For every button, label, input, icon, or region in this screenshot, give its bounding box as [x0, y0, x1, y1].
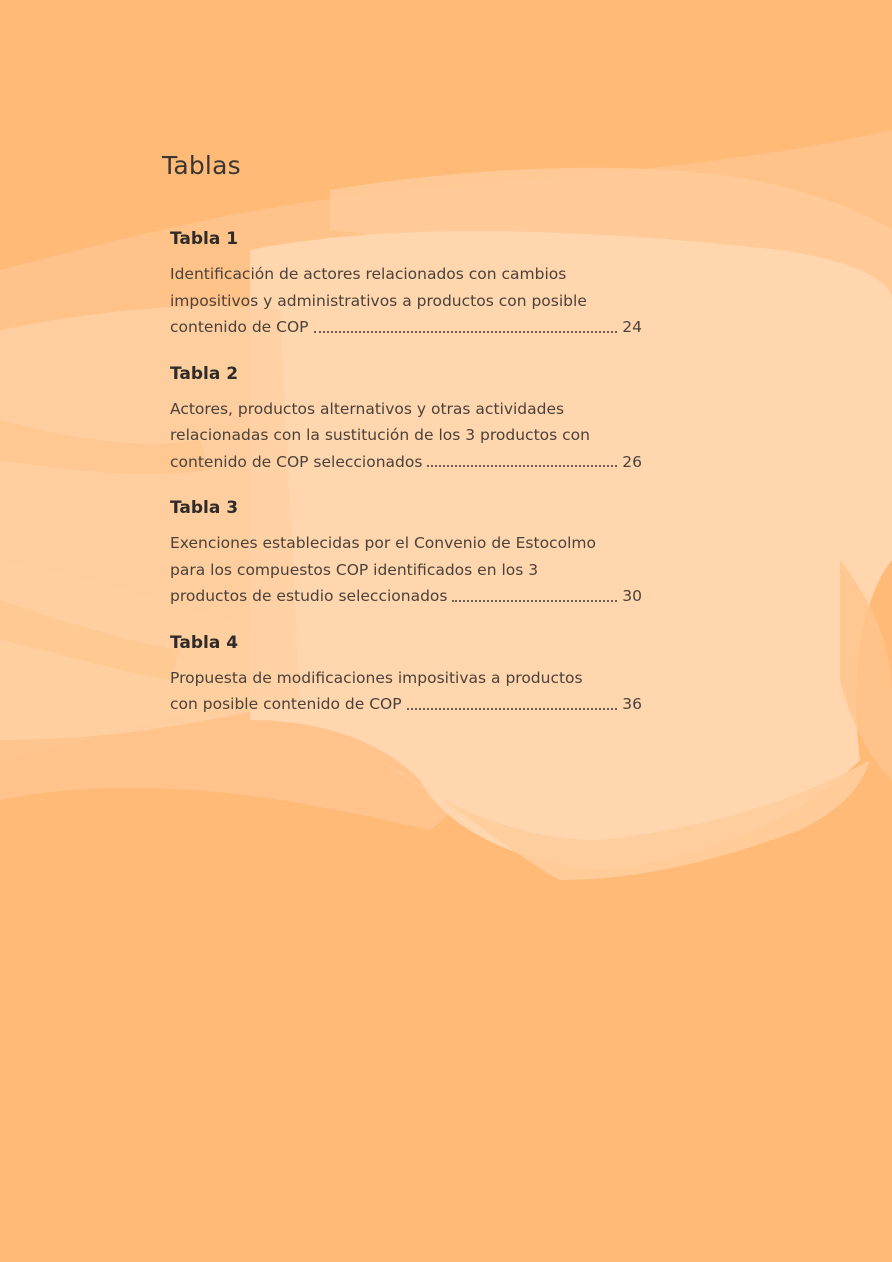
toc-entry-text: contenido de COP	[170, 318, 309, 336]
toc-entry-text: productos de estudio seleccionados	[170, 587, 448, 605]
toc-entry-line	[170, 665, 642, 692]
toc-entry-line	[170, 314, 642, 341]
toc-entry-label: Tabla 4	[170, 632, 239, 653]
dot-leader	[407, 708, 618, 710]
toc-page-number: 36	[622, 695, 642, 713]
toc-entry-label: Tabla 3	[170, 498, 239, 518]
toc-entry[interactable]	[170, 361, 642, 476]
toc-entry-line	[170, 583, 642, 610]
page-title: Tablas	[162, 151, 241, 180]
dot-leader	[452, 600, 617, 602]
toc-entry-text: contenido de COP seleccionados	[170, 452, 423, 471]
toc-entry-label: Tabla 2	[170, 363, 239, 384]
toc-entry-line	[170, 557, 642, 584]
toc-page-number: 26	[622, 452, 642, 471]
toc-entry[interactable]	[170, 226, 642, 341]
toc-entry-text: con posible contenido de COP	[170, 695, 402, 713]
toc-entry[interactable]	[170, 630, 642, 718]
toc-entry-text: Actores, productos alternativos y otras actividades	[170, 399, 565, 418]
toc-page-number: 30	[622, 587, 642, 605]
toc-entry-line	[170, 449, 642, 476]
toc-entry-text: Exenciones establecidas por el Convenio de Estocolmo	[170, 534, 596, 552]
toc-entry-line	[170, 422, 642, 449]
toc-page-number: 24	[622, 318, 642, 336]
toc-entry-text: relacionadas con la sustitución de los 3 productos con	[170, 426, 590, 444]
toc-entry-line	[170, 288, 642, 315]
toc-entry-text: impositivos y administrativos a productos con posible	[170, 291, 587, 310]
toc-entry-text: para los compuestos COP identificados en los 3	[170, 560, 539, 579]
toc-entry[interactable]	[170, 495, 642, 610]
toc-entry-text: Propuesta de modificaciones impositivas a productos	[170, 668, 583, 687]
toc-entry-line	[170, 396, 642, 423]
toc-entry-text: Identificación de actores relacionados con cambios	[170, 265, 567, 283]
toc-entry-line	[170, 530, 642, 557]
toc-entry-line	[170, 261, 642, 288]
dot-leader	[427, 465, 617, 467]
table-of-tables	[170, 226, 642, 738]
toc-entry-label: Tabla 1	[170, 229, 239, 249]
toc-entry-line	[170, 691, 642, 718]
dot-leader	[314, 331, 618, 333]
